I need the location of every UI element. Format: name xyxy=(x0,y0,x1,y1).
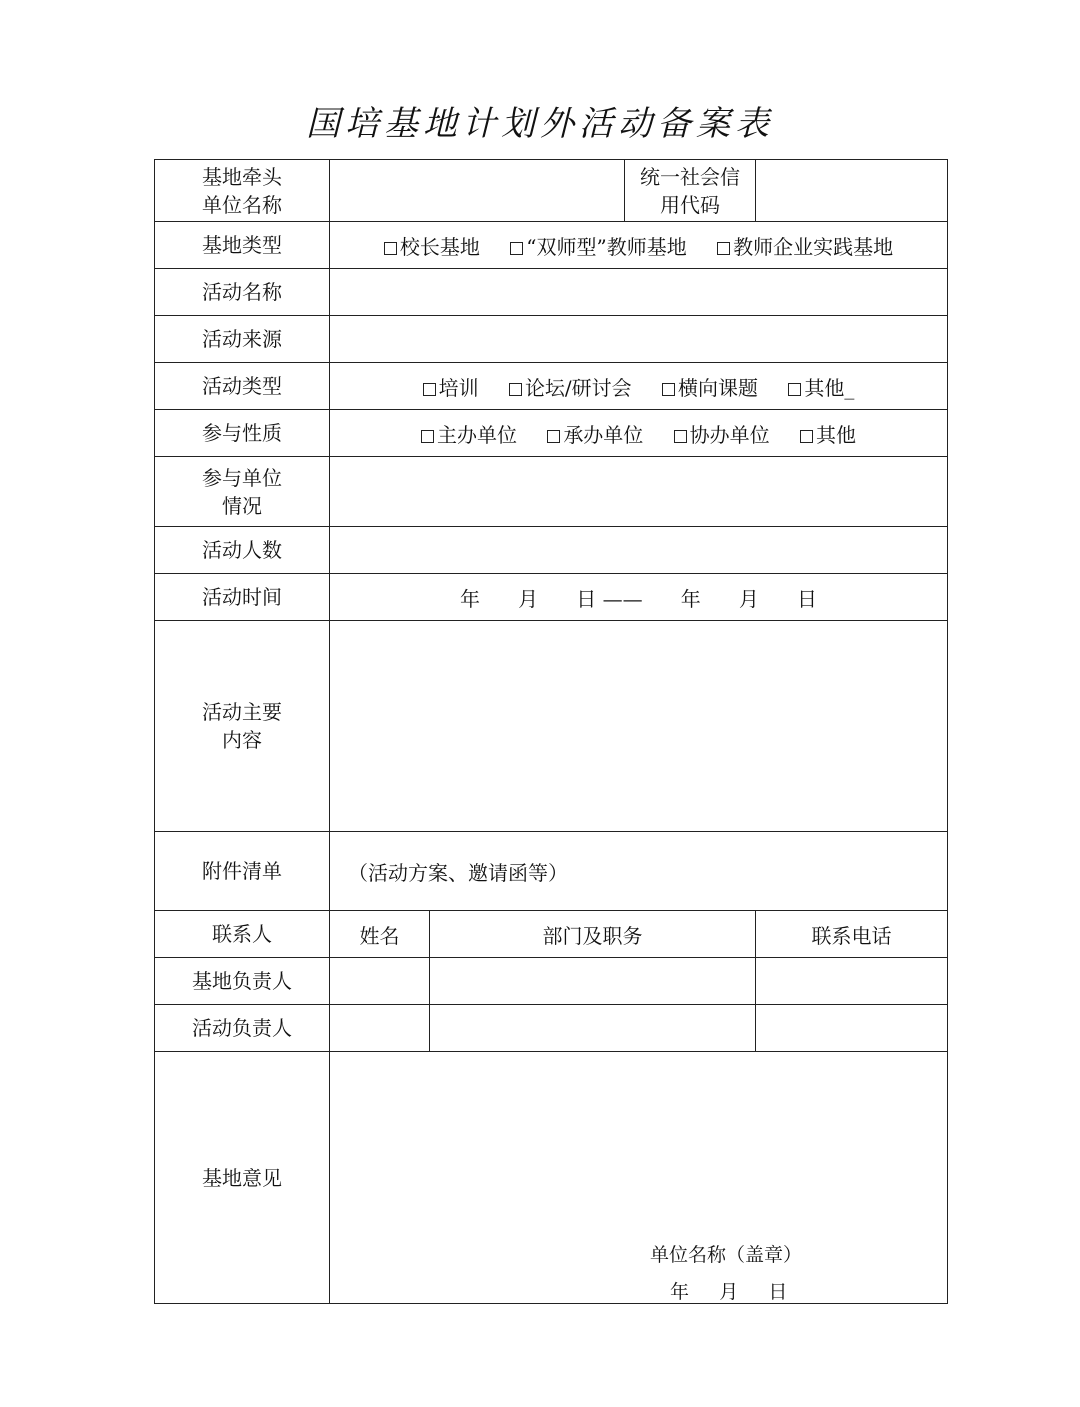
participation-label: 参与性质 xyxy=(155,410,330,457)
base-opinion-field[interactable] xyxy=(330,1052,948,1304)
phone-header: 联系电话 xyxy=(756,911,948,958)
credit-code-label: 统一社会信 用代码 xyxy=(625,160,756,222)
option-label: 教师企业实践基地 xyxy=(733,234,894,259)
option-label: 培训 xyxy=(438,375,479,400)
contact-header: 联系人 xyxy=(155,911,330,958)
credit-code-field[interactable] xyxy=(756,160,948,222)
base-type-option-principal[interactable] xyxy=(384,231,480,260)
seal-date: 年 月 日 xyxy=(670,1281,788,1303)
option-label: 校长基地 xyxy=(399,234,480,259)
activity-head-dept-field[interactable] xyxy=(430,1005,756,1052)
option-label: 承办单位 xyxy=(563,422,644,447)
name-header: 姓名 xyxy=(330,911,430,958)
checkbox-icon[interactable] xyxy=(800,430,813,443)
checkbox-icon[interactable] xyxy=(509,383,522,396)
option-label: 其他_ xyxy=(804,375,855,400)
activity-type-label: 活动类型 xyxy=(155,363,330,410)
option-label: 主办单位 xyxy=(436,422,517,447)
activity-head-row xyxy=(155,1005,948,1052)
activity-time-row xyxy=(155,574,948,621)
form-title: 国培基地计划外活动备案表 xyxy=(306,104,774,144)
unit-name-field[interactable] xyxy=(330,160,625,222)
base-type-option-enterprise[interactable] xyxy=(717,231,893,260)
option-label: “双师型”教师基地 xyxy=(526,234,687,259)
main-content-field[interactable] xyxy=(330,621,948,832)
base-opinion-label: 基地意见 xyxy=(155,1052,330,1304)
checkbox-icon[interactable] xyxy=(547,430,560,443)
checkbox-icon[interactable] xyxy=(423,383,436,396)
activity-type-option-project[interactable] xyxy=(662,372,758,401)
checkbox-icon[interactable] xyxy=(384,242,397,255)
participation-option-host[interactable] xyxy=(421,419,517,448)
activity-name-label: 活动名称 xyxy=(155,269,330,316)
base-head-phone-field[interactable] xyxy=(756,958,948,1005)
activity-source-label: 活动来源 xyxy=(155,316,330,363)
base-type-row xyxy=(155,222,948,269)
base-type-option-dual-teacher[interactable] xyxy=(510,231,686,260)
base-type-label: 基地类型 xyxy=(155,222,330,269)
activity-head-name-field[interactable] xyxy=(330,1005,430,1052)
participation-option-other[interactable] xyxy=(800,419,856,448)
unit-name-label: 基地牵头 单位名称 xyxy=(155,160,330,222)
main-content-row xyxy=(155,621,948,832)
activity-name-field[interactable] xyxy=(330,269,948,316)
activity-type-option-training[interactable] xyxy=(423,372,479,401)
base-opinion-row xyxy=(155,1052,948,1304)
checkbox-icon[interactable] xyxy=(717,242,730,255)
activity-name-row xyxy=(155,269,948,316)
activity-time-field[interactable]: 年 月 日 —— 年 月 日 xyxy=(330,574,948,621)
base-head-dept-field[interactable] xyxy=(430,958,756,1005)
base-head-name-field[interactable] xyxy=(330,958,430,1005)
activity-type-option-forum[interactable] xyxy=(509,372,632,401)
checkbox-icon[interactable] xyxy=(788,383,801,396)
base-head-row xyxy=(155,958,948,1005)
option-label: 协办单位 xyxy=(689,422,770,447)
unit-name-row xyxy=(155,160,948,222)
contact-header-row xyxy=(155,911,948,958)
attachments-row xyxy=(155,832,948,911)
option-label: 其他 xyxy=(816,422,857,447)
activity-time-label: 活动时间 xyxy=(155,574,330,621)
dept-header: 部门及职务 xyxy=(430,911,756,958)
checkbox-icon[interactable] xyxy=(662,383,675,396)
option-label: 横向课题 xyxy=(678,375,759,400)
option-label: 论坛/研讨会 xyxy=(524,375,632,400)
participant-units-field[interactable] xyxy=(330,457,948,527)
checkbox-icon[interactable] xyxy=(510,242,523,255)
participant-count-label: 活动人数 xyxy=(155,527,330,574)
activity-type-row xyxy=(155,363,948,410)
checkbox-icon[interactable] xyxy=(421,430,434,443)
activity-head-phone-field[interactable] xyxy=(756,1005,948,1052)
base-type-options xyxy=(330,222,948,269)
participant-units-label: 参与单位 情况 xyxy=(155,457,330,527)
registration-form-table xyxy=(154,159,948,1304)
participant-count-field[interactable] xyxy=(330,527,948,574)
participation-row xyxy=(155,410,948,457)
participation-option-co-organizer[interactable] xyxy=(674,419,770,448)
activity-head-label: 活动负责人 xyxy=(155,1005,330,1052)
activity-source-field[interactable] xyxy=(330,316,948,363)
attachments-field[interactable]: （活动方案、邀请函等） xyxy=(330,832,948,911)
activity-source-row xyxy=(155,316,948,363)
participant-units-row xyxy=(155,457,948,527)
attachments-label: 附件清单 xyxy=(155,832,330,911)
participant-count-row xyxy=(155,527,948,574)
activity-type-option-other[interactable] xyxy=(788,372,854,401)
participation-options xyxy=(330,410,948,457)
base-head-label: 基地负责人 xyxy=(155,958,330,1005)
checkbox-icon[interactable] xyxy=(674,430,687,443)
main-content-label: 活动主要 内容 xyxy=(155,621,330,832)
participation-option-organizer[interactable] xyxy=(547,419,643,448)
seal-text: 单位名称（盖章） xyxy=(650,1244,803,1266)
activity-type-options xyxy=(330,363,948,410)
